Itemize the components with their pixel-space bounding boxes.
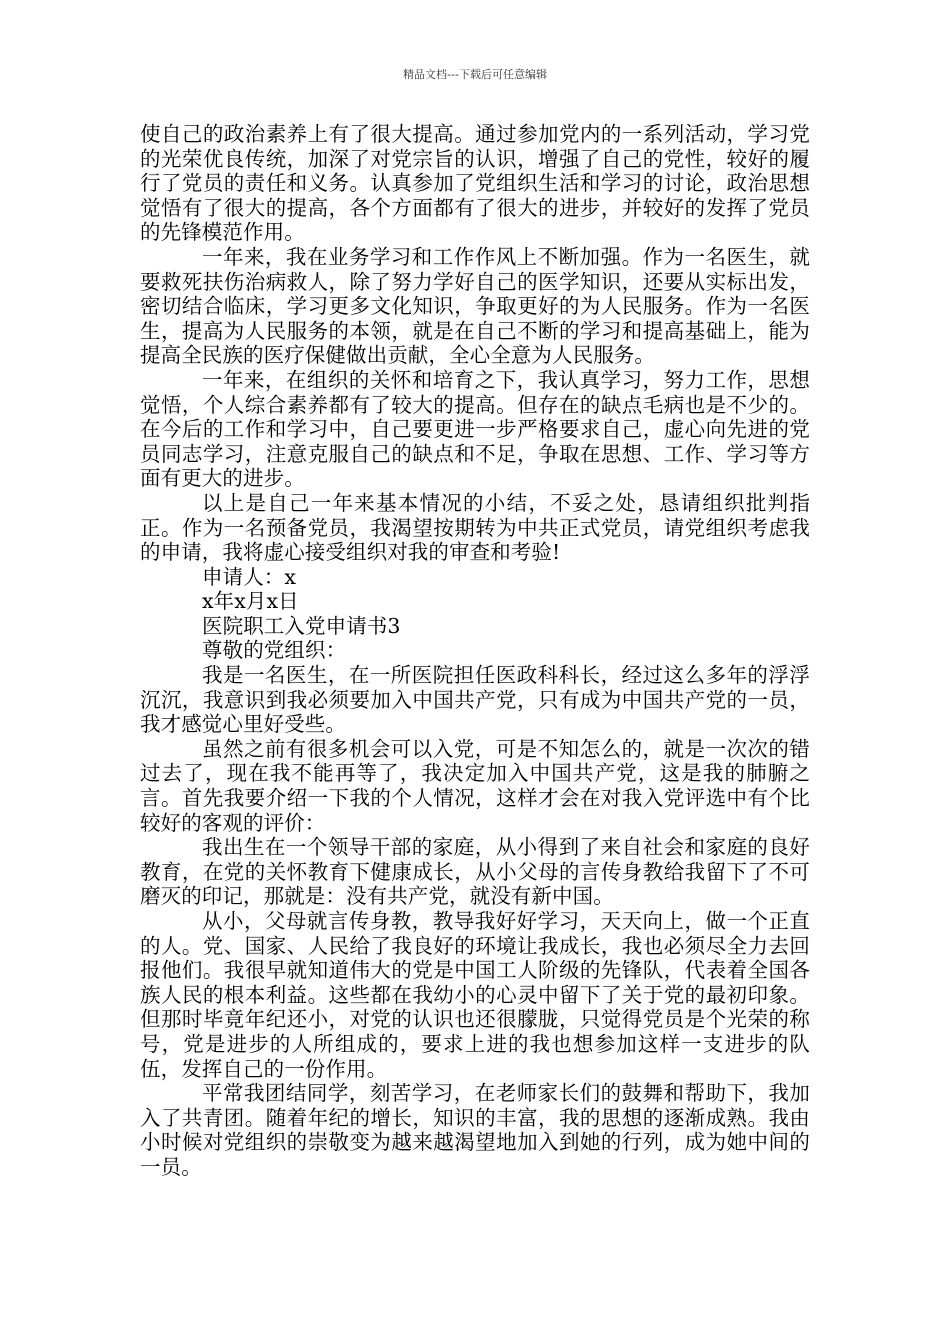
date-line: x年x月x日	[202, 589, 299, 614]
paragraph: 我是一名医生，在一所医院担任医政科科长，经过这么多年的浮浮沉沉，我意识到我必须要加入中国共产党，只有成为中国共产党的一员，我才感觉心里好受些。	[140, 663, 810, 737]
paragraph: 使自己的政治素养上有了很大提高。通过参加党内的一系列活动，学习党的光荣优良传统，加深了对党宗旨的认识，增强了自己的党性，较好的履行了党员的责任和义务。认真参加了党组织生活和学习的讨论，政治思想觉悟有了很大的提高，各个方面都有了很大的进步，并较好的发挥了党员的先锋模范作用。	[140, 122, 810, 245]
paragraph: 以上是自己一年来基本情况的小结，不妥之处，恳请组织批判指正。作为一名预备党员，我渴望按期转为中共正式党员，请党组织考虑我的申请，我将虚心接受组织对我的审查和考验!	[140, 490, 810, 565]
salutation: 尊敬的党组织：	[202, 638, 347, 663]
paragraph: 我出生在一个领导干部的家庭，从小得到了来自社会和家庭的良好教育，在党的关怀教育下健康成长，从小父母的言传身教给我留下了不可磨灭的印记，那就是：没有共产党，就没有新中国。	[140, 835, 810, 909]
document-body	[140, 122, 810, 1180]
paragraph: 一年来，在组织的关怀和培育之下，我认真学习，努力工作，思想觉悟，个人综合素养都有了较大的提高。但存在的缺点毛病也是不少的。在今后的工作和学习中，自己要更进一步严格要求自己，虚心向先进的党员同志学习，注意克服自己的缺点和不足，争取在思想、工作、学习等方面有更大的进步。	[140, 367, 810, 491]
paragraph: 虽然之前有很多机会可以入党，可是不知怎么的，就是一次次的错过去了，现在我不能再等了，我决定加入中国共产党，这是我的肺腑之言。首先我要介绍一下我的个人情况，这样才会在对我入党评选中有个比较好的客观的评价：	[140, 736, 810, 835]
page-header: 精品文档---下载后可任意编辑	[403, 68, 547, 81]
paragraph: 平常我团结同学，刻苦学习，在老师家长们的鼓舞和帮助下，我加入了共青团。随着年纪的增长，知识的丰富，我的思想的逐渐成熟。我由小时候对党组织的崇敬变为越来越渴望地加入到她的行列，成为她中间的一员。	[140, 1081, 810, 1179]
paragraph: 从小，父母就言传身教，教导我好好学习，天天向上，做一个正直的人。党、国家、人民给了我良好的环境让我成长，我也必须尽全力去回报他们。我很早就知道伟大的党是中国工人阶级的先锋队，代表着全国各族人民的根本利益。这些都在我幼小的心灵中留下了关于党的最初印象。但那时毕竟年纪还小，对党的认识也还很朦胧，只觉得党员是个光荣的称号，党是进步的人所组成的，要求上进的我也想参加这样一支进步的队伍，发挥自己的一份作用。	[140, 909, 810, 1081]
paragraph: 一年来，我在业务学习和工作作风上不断加强。作为一名医生，就要救死扶伤治病救人，除了努力学好自己的医学知识，还要从实标出发，密切结合临床，学习更多文化知识，争取更好的为人民服务。作为一名医生，提高为人民服务的本领，就是在自己不断的学习和提高基础上，能为提高全民族的医疗保健做出贡献，全心全意为人民服务。	[140, 244, 810, 368]
section-title: 医院职工入党申请书3	[202, 613, 401, 638]
applicant-line: 申请人：x	[202, 564, 297, 589]
